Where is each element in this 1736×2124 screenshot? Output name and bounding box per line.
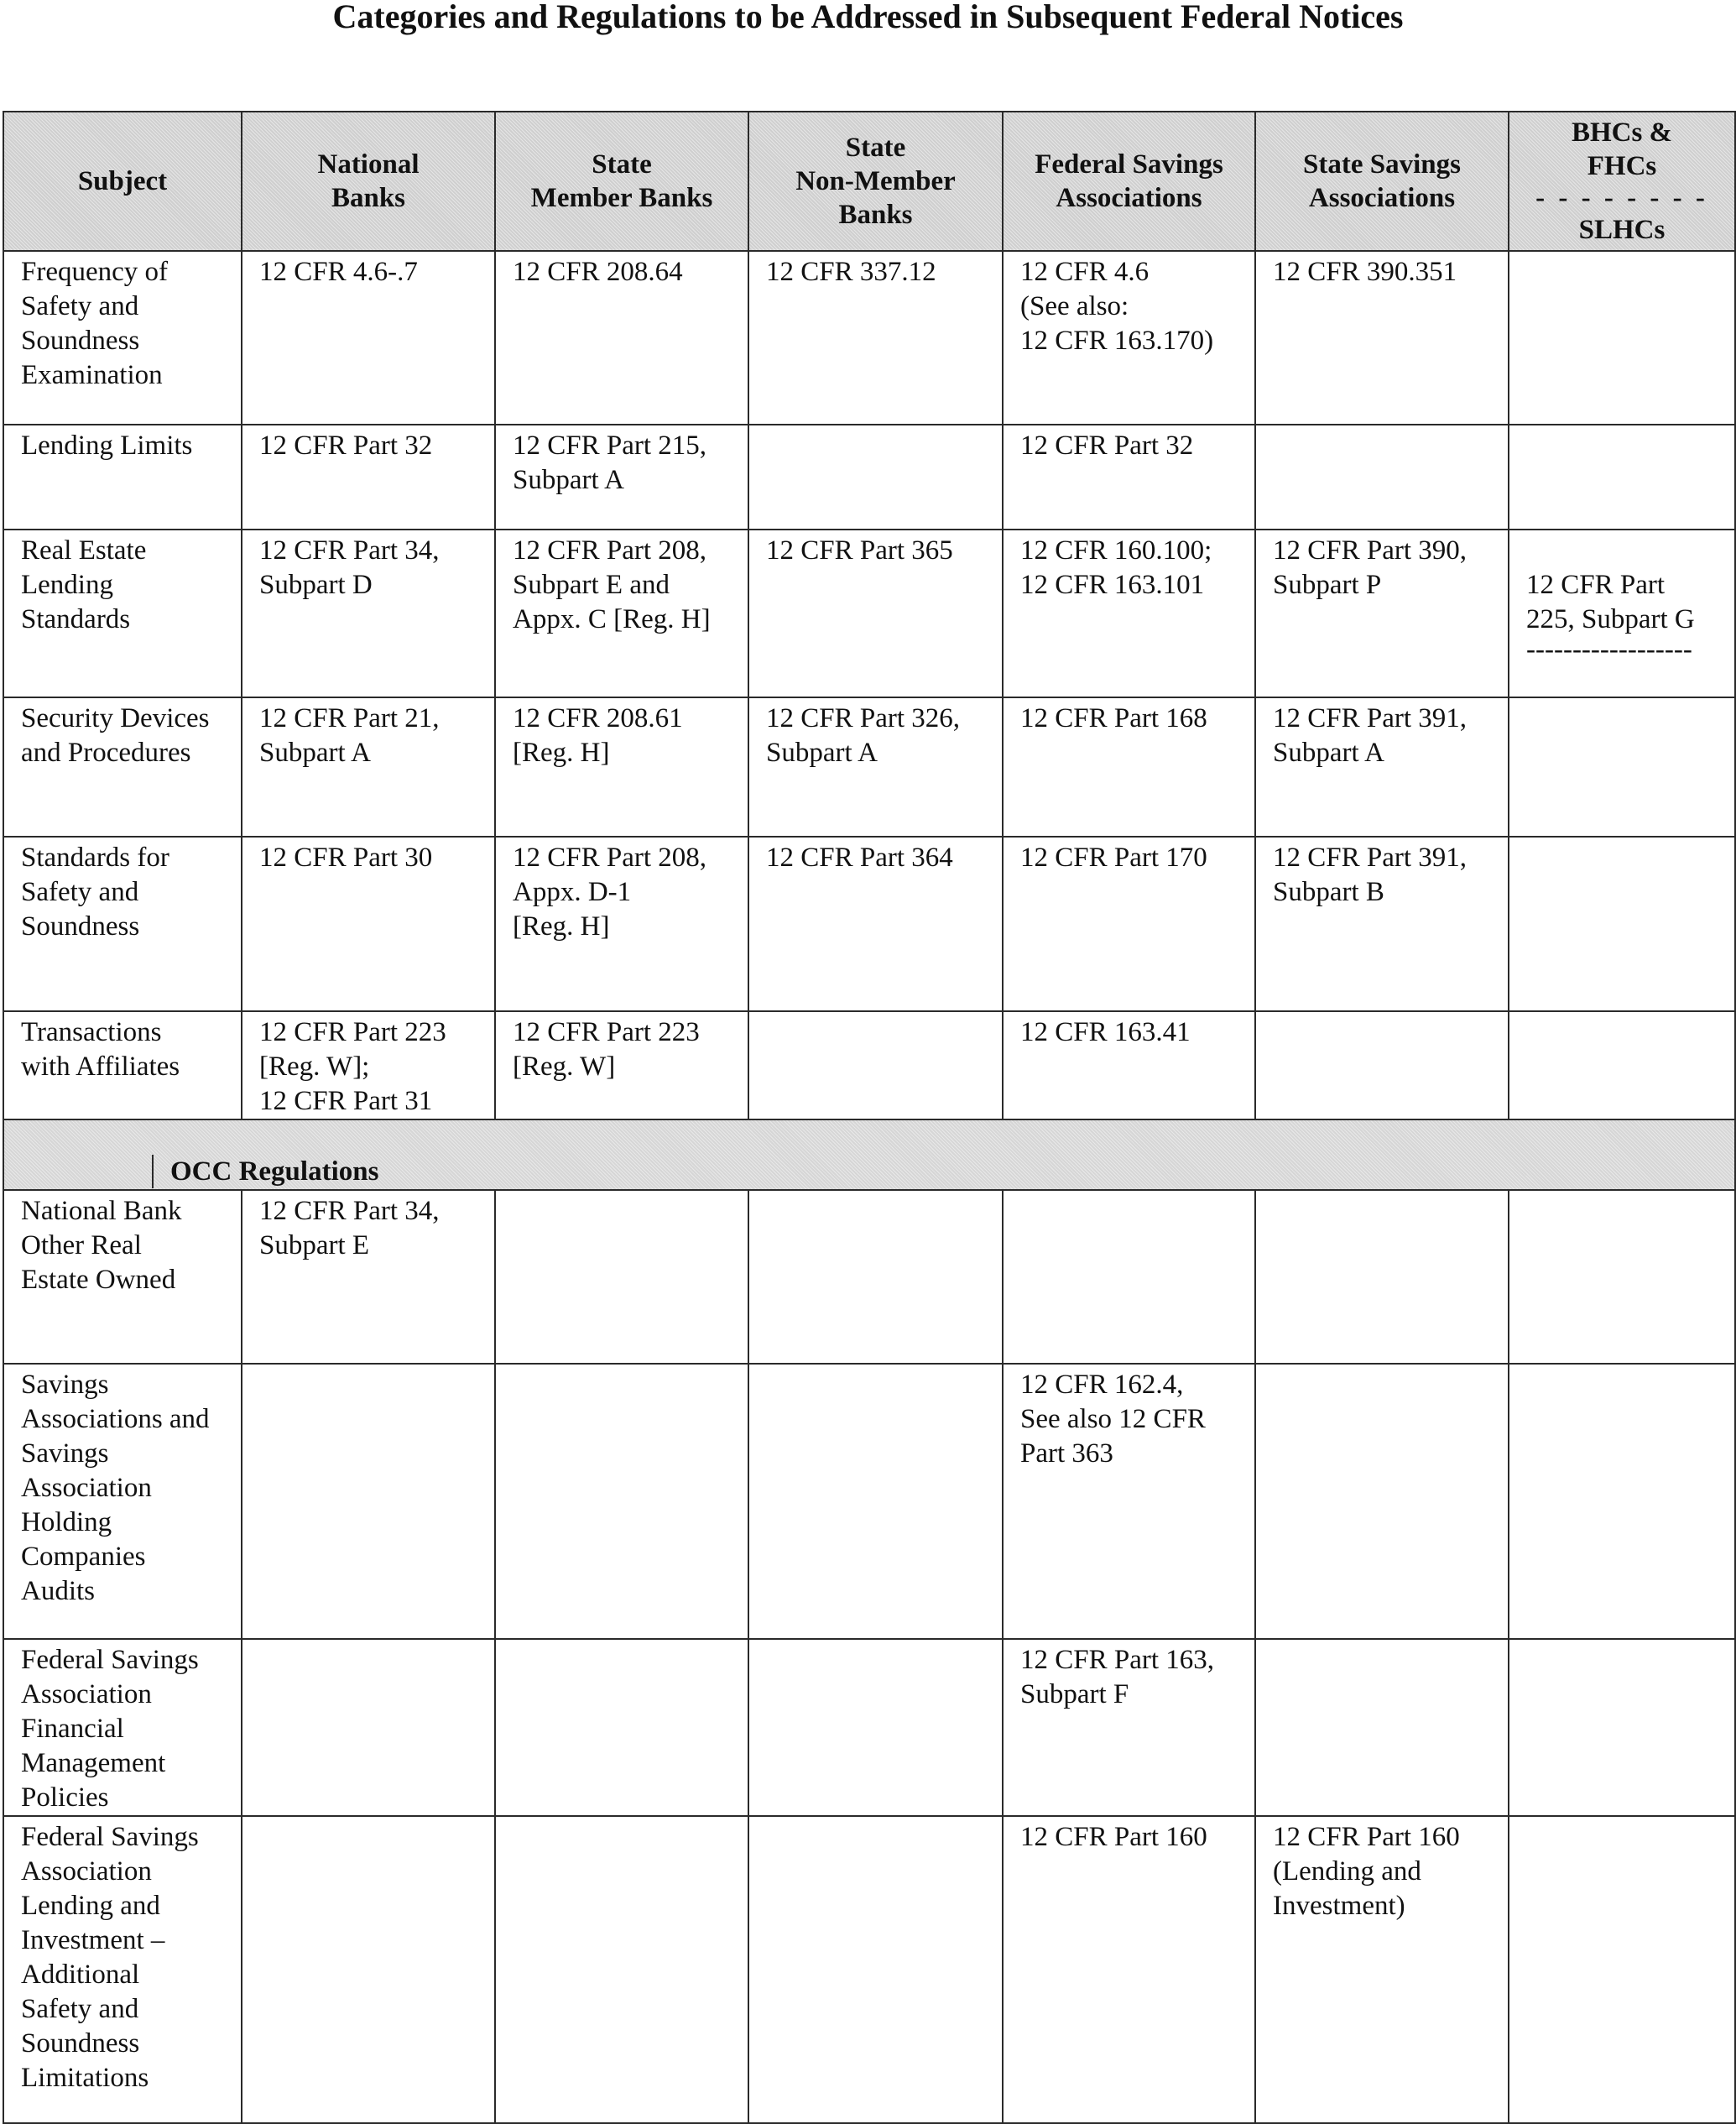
cell-state-member-banks: 12 CFR Part 208, Subpart E and Appx. C [Reg. H]	[495, 530, 748, 697]
table-row	[3, 837, 1735, 1011]
cell-state-savings: 12 CFR 390.351	[1255, 251, 1509, 425]
cell-federal-savings: 12 CFR 4.6 (See also: 12 CFR 163.170)	[1003, 251, 1255, 425]
cell-state-member-banks	[495, 1190, 748, 1364]
cell-state-non-member-banks	[748, 1011, 1003, 1119]
table-row	[3, 1011, 1735, 1119]
table-row	[3, 530, 1735, 697]
header-state-savings-associations: State Savings Associations	[1255, 112, 1509, 251]
cell-state-member-banks: 12 CFR Part 208, Appx. D-1 [Reg. H]	[495, 837, 748, 1011]
cell-state-savings: 12 CFR Part 391, Subpart B	[1255, 837, 1509, 1011]
cell-bhcs	[1509, 530, 1735, 697]
cell-subject: Savings Associations and Savings Association Holding Companies Audits	[3, 1364, 242, 1639]
cell-state-member-banks	[495, 1364, 748, 1639]
cell-federal-savings: 12 CFR Part 160	[1003, 1816, 1255, 2123]
cell-subject: Federal Savings Association Lending and Investment – Additional Safety and Soundness Limitations	[3, 1816, 242, 2123]
cell-bhcs-divider: ------------------	[1526, 637, 1692, 662]
cell-federal-savings: 12 CFR 162.4, See also 12 CFR Part 363	[1003, 1364, 1255, 1639]
cell-national-banks: 12 CFR Part 32	[242, 425, 495, 530]
cell-federal-savings: 12 CFR Part 32	[1003, 425, 1255, 530]
cell-federal-savings: 12 CFR Part 168	[1003, 697, 1255, 837]
cell-bhcs	[1509, 1190, 1735, 1364]
cell-bhcs	[1509, 425, 1735, 530]
cell-subject: Frequency of Safety and Soundness Examination	[3, 251, 242, 425]
cell-state-non-member-banks	[748, 1190, 1003, 1364]
cell-bhcs	[1509, 1011, 1735, 1119]
section-row-occ	[3, 1119, 1735, 1190]
cell-state-savings: 12 CFR Part 391, Subpart A	[1255, 697, 1509, 837]
cell-subject: National Bank Other Real Estate Owned	[3, 1190, 242, 1364]
header-bhcs-fhcs-slhcs	[1509, 112, 1735, 251]
cell-bhcs-text: 12 CFR Part 225, Subpart G	[1526, 570, 1695, 634]
cell-state-savings: 12 CFR Part 390, Subpart P	[1255, 530, 1509, 697]
cell-federal-savings: 12 CFR Part 170	[1003, 837, 1255, 1011]
regulations-table	[3, 111, 1736, 2124]
cell-state-non-member-banks	[748, 1816, 1003, 2123]
cell-state-savings	[1255, 425, 1509, 530]
cell-state-non-member-banks: 12 CFR Part 326, Subpart A	[748, 697, 1003, 837]
cell-subject: Lending Limits	[3, 425, 242, 530]
cell-state-member-banks: 12 CFR 208.61 [Reg. H]	[495, 697, 748, 837]
cell-state-non-member-banks	[748, 1364, 1003, 1639]
table-row	[3, 425, 1735, 530]
cell-national-banks: 12 CFR Part 223 [Reg. W]; 12 CFR Part 31	[242, 1011, 495, 1119]
cell-state-member-banks	[495, 1639, 748, 1816]
cell-federal-savings: 12 CFR Part 163, Subpart F	[1003, 1639, 1255, 1816]
cell-subject: Standards for Safety and Soundness	[3, 837, 242, 1011]
header-divider: - - - - - - - -	[1535, 183, 1708, 213]
cell-state-non-member-banks: 12 CFR Part 365	[748, 530, 1003, 697]
cell-bhcs	[1509, 1639, 1735, 1816]
cell-state-non-member-banks	[748, 425, 1003, 530]
cell-national-banks: 12 CFR Part 30	[242, 837, 495, 1011]
cell-state-savings	[1255, 1011, 1509, 1119]
cell-subject: Real Estate Lending Standards	[3, 530, 242, 697]
cell-federal-savings: 12 CFR 160.100; 12 CFR 163.101	[1003, 530, 1255, 697]
cell-federal-savings: 12 CFR 163.41	[1003, 1011, 1255, 1119]
cell-national-banks: 12 CFR Part 34, Subpart E	[242, 1190, 495, 1364]
table-row	[3, 1364, 1735, 1639]
header-state-member-banks: State Member Banks	[495, 112, 748, 251]
cell-state-savings	[1255, 1190, 1509, 1364]
cell-subject: Transactions with Affiliates	[3, 1011, 242, 1119]
cell-federal-savings	[1003, 1190, 1255, 1364]
header-federal-savings-associations: Federal Savings Associations	[1003, 112, 1255, 251]
cell-national-banks	[242, 1816, 495, 2123]
header-slhcs: SLHCs	[1578, 215, 1666, 245]
cell-subject: Security Devices and Procedures	[3, 697, 242, 837]
cell-state-non-member-banks: 12 CFR Part 364	[748, 837, 1003, 1011]
header-row	[3, 112, 1735, 251]
cell-state-member-banks: 12 CFR Part 215, Subpart A	[495, 425, 748, 530]
header-subject: Subject	[3, 112, 242, 251]
cell-state-member-banks: 12 CFR Part 223 [Reg. W]	[495, 1011, 748, 1119]
page-title: Categories and Regulations to be Addressed in Subsequent Federal Notices	[332, 0, 1404, 35]
cell-national-banks: 12 CFR Part 21, Subpart A	[242, 697, 495, 837]
table-row	[3, 1816, 1735, 2123]
cell-state-non-member-banks	[748, 1639, 1003, 1816]
cell-state-savings	[1255, 1364, 1509, 1639]
cell-state-member-banks: 12 CFR 208.64	[495, 251, 748, 425]
cell-state-savings	[1255, 1639, 1509, 1816]
cell-national-banks: 12 CFR 4.6-.7	[242, 251, 495, 425]
cell-bhcs	[1509, 837, 1735, 1011]
cell-state-non-member-banks: 12 CFR 337.12	[748, 251, 1003, 425]
section-cell	[3, 1119, 1735, 1190]
cell-national-banks: 12 CFR Part 34, Subpart D	[242, 530, 495, 697]
table-row	[3, 697, 1735, 837]
cell-bhcs	[1509, 697, 1735, 837]
cell-national-banks	[242, 1364, 495, 1639]
cell-bhcs	[1509, 1816, 1735, 2123]
cell-bhcs	[1509, 251, 1735, 425]
cell-state-member-banks	[495, 1816, 748, 2123]
cell-state-savings: 12 CFR Part 160 (Lending and Investment)	[1255, 1816, 1509, 2123]
cell-bhcs	[1509, 1364, 1735, 1639]
cell-national-banks	[242, 1639, 495, 1816]
table-row	[3, 251, 1735, 425]
header-national-banks: National Banks	[242, 112, 495, 251]
cell-subject: Federal Savings Association Financial Management Policies	[3, 1639, 242, 1816]
header-bhcs-fhcs: BHCs & FHCs	[1571, 117, 1673, 181]
section-label: OCC Regulations	[152, 1155, 388, 1188]
table-row	[3, 1639, 1735, 1816]
header-state-non-member-banks: State Non-Member Banks	[748, 112, 1003, 251]
table-row	[3, 1190, 1735, 1364]
